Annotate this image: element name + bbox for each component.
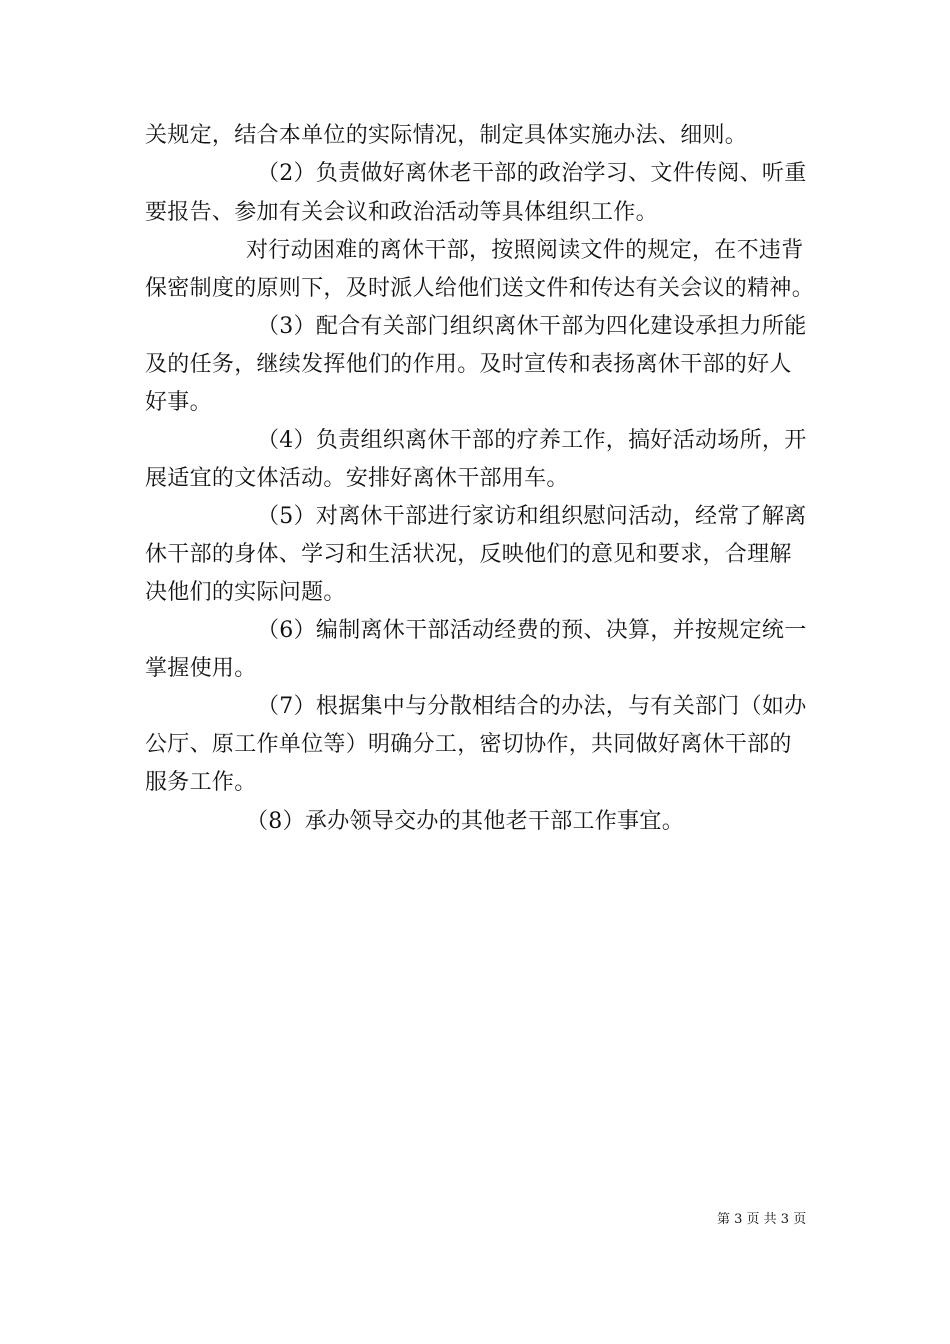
body-text-line: （4）负责组织离休干部的疗养工作，搞好活动场所，开	[257, 428, 807, 453]
body-text-line: 公厅、原工作单位等）明确分工，密切协作，共同做好离休干部的	[145, 732, 792, 757]
body-text-line: 服务工作。	[145, 770, 257, 795]
page-number-footer: 第 3 页 共 3 页	[717, 1212, 807, 1227]
body-text-line: 及的任务，继续发挥他们的作用。及时宣传和表扬离休干部的好人	[145, 352, 792, 377]
body-text-line: 要报告、参加有关会议和政治活动等具体组织工作。	[145, 200, 658, 225]
body-text-line: （6）编制离休干部活动经费的预、决算，并按规定统一	[257, 618, 807, 643]
body-text-line: 决他们的实际问题。	[145, 580, 346, 605]
body-text-line: 对行动困难的离休干部，按照阅读文件的规定，在不违背	[246, 238, 804, 263]
body-text-line: （8）承办领导交办的其他老干部工作事宜。	[246, 809, 684, 834]
body-text-line: 休干部的身体、学习和生活状况，反映他们的意见和要求，合理解	[145, 542, 792, 567]
body-text-line: （5）对离休干部进行家访和组织慰问活动，经常了解离	[257, 504, 807, 529]
body-text-line: 保密制度的原则下，及时派人给他们送文件和传达有关会议的精神。	[145, 276, 815, 301]
body-text-line: 掌握使用。	[145, 656, 257, 681]
body-text-line: （2）负责做好离休老干部的政治学习、文件传阅、听重	[257, 161, 807, 186]
body-text-line: （3）配合有关部门组织离休干部为四化建设承担力所能	[257, 314, 807, 339]
body-text-line: 关规定，结合本单位的实际情况，制定具体实施办法、细则。	[145, 123, 748, 148]
body-text-line: （7）根据集中与分散相结合的办法，与有关部门（如办	[257, 694, 807, 719]
body-text-line: 展适宜的文体活动。安排好离休干部用车。	[145, 466, 569, 491]
body-text-line: 好事。	[145, 390, 212, 415]
